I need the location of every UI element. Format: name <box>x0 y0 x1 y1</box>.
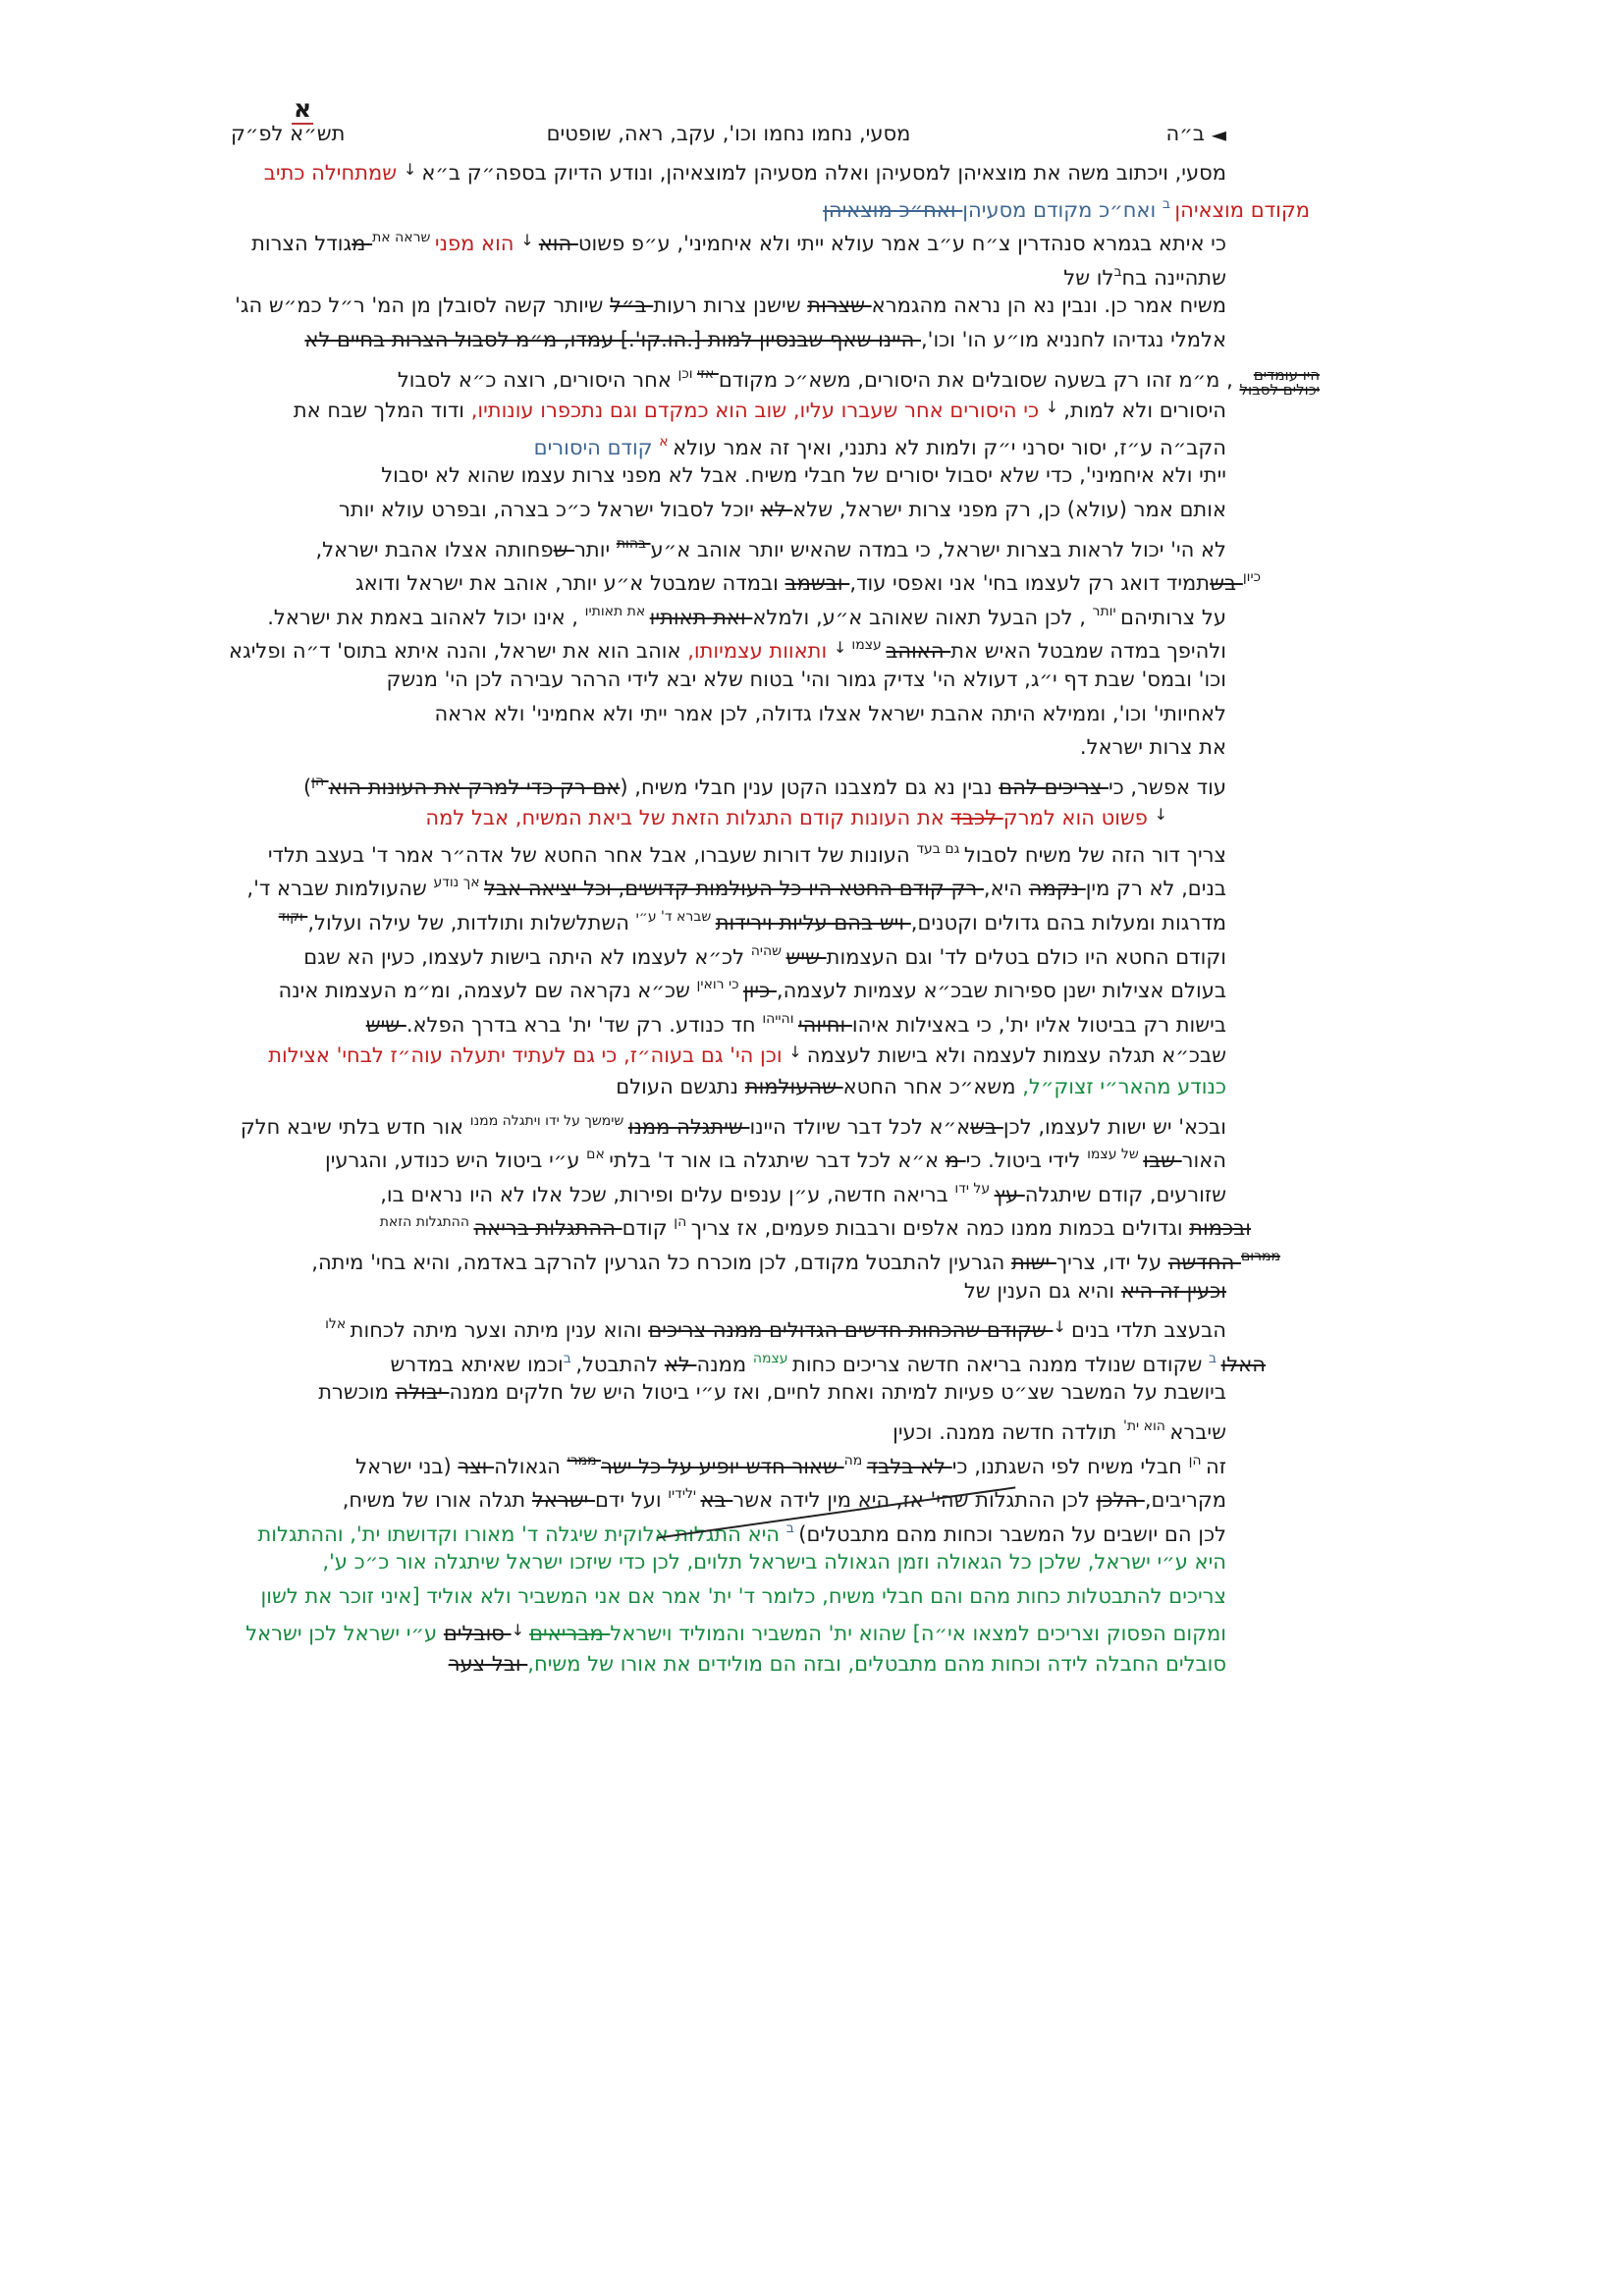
text-segment: ב <box>785 1520 799 1536</box>
text-segment: הבעצב תלדי בנים <box>1070 1318 1226 1343</box>
text-segment: הקב״ה ע״ז, יסור יסרני י״ק ולמות לא נתנני, ואיך זה אמר עולא <box>673 435 1226 459</box>
text-segment: ובשמב <box>784 571 850 596</box>
text-segment: ביושבת על המשבר שצ״ט פעיות למיתה ואחת לחיים, ואז ע״י ביטול היש של חלקים ממנה <box>449 1380 1226 1405</box>
text-segment: ובכא' יש ישות לעצמו, לכן <box>1002 1114 1226 1139</box>
document-lines <box>229 153 1320 1682</box>
text-segment: אחר היסורים, רוצה כ״א לסבול <box>397 367 678 392</box>
document-title: מסעי, נחמו נחמו וכו', עקב, ראה, שופטים <box>546 122 911 145</box>
text-line <box>231 1614 1226 1648</box>
text-segment: מבריאים <box>529 1621 611 1645</box>
text-segment: להתבטל, <box>575 1352 665 1376</box>
text-segment: אם רק כדי למרק את העונות הוא <box>328 774 621 799</box>
text-segment: צריך דור הזה של משיח לסבול <box>963 842 1226 867</box>
text-line <box>231 595 1226 629</box>
text-line <box>231 1579 1226 1614</box>
insert-arrow-icon: ↓ <box>511 1620 530 1639</box>
text-segment: ואת <box>713 605 753 629</box>
text-segment: הן <box>311 773 329 789</box>
text-segment: ויש בהם עליות וירידות <box>715 911 911 935</box>
text-segment: מסעי, ויכתוב משה את מוצאיהן למסעיהן ואלה מסעיהן למוצאיהן, ונודע הדיוק בספה״ק ב״א <box>421 161 1226 185</box>
text-segment: ובל צער <box>448 1652 528 1677</box>
text-segment: ע״י ישראל לכן ישראל <box>245 1621 444 1645</box>
text-segment: וצר <box>458 1454 495 1478</box>
text-line <box>231 1002 1226 1037</box>
text-segment: ודוד המלך שבח את <box>293 399 471 423</box>
marginal-strike-text: היו עומדים <box>1253 365 1320 384</box>
text-segment: כיון <box>1242 569 1261 586</box>
text-segment: שמתחילה כתיב <box>263 161 404 185</box>
text-segment: שיותר קשה לסובלן מן המ' ר״ל כמ״ש הג' <box>235 294 611 318</box>
triangle-marker-icon: ◄ <box>1211 123 1226 146</box>
text-segment: יבולה <box>395 1380 450 1405</box>
text-segment: ממנה <box>696 1352 753 1376</box>
text-segment: וכמו שאיתא במדרש <box>390 1352 564 1376</box>
text-segment: משא״כ אחר החטא <box>842 1075 1023 1099</box>
text-segment: ואח״כ מוצאיהן <box>823 197 963 222</box>
text-line <box>231 663 1226 697</box>
text-line <box>231 1070 1226 1104</box>
text-line <box>231 1172 1226 1206</box>
insert-arrow-icon: ↓ <box>520 231 539 250</box>
text-segment: לכבד <box>950 806 1003 830</box>
text-line <box>231 697 1226 731</box>
text-segment: אם <box>586 1147 610 1163</box>
text-segment: ההתגלות הזאת <box>379 1214 474 1231</box>
text-segment: ישראל <box>531 1488 595 1513</box>
text-line <box>231 866 1226 900</box>
text-segment: והייהו <box>762 1010 798 1027</box>
text-line <box>231 1342 1266 1376</box>
text-segment: היסורים ולא למות, <box>1063 399 1226 423</box>
text-segment: סובלים החבלה לידה וכחות מהם מתבטלים, ובזה הם מולידים את אורו של משיח, <box>527 1652 1226 1677</box>
insert-arrow-icon: ↓ <box>1154 805 1167 825</box>
text-segment: וכו' ובמס' שבת דף י״ג, דעולא הי' צדיק גמור והי' בטוח שלא יבא לידי הרהר עבירה לכן הי' מנשק <box>386 667 1226 691</box>
text-segment: א <box>659 433 674 450</box>
text-segment: השתלשלות ותולדות, של עילה ועלול, <box>307 911 636 935</box>
text-line <box>231 968 1226 1002</box>
text-segment: היא התגלות אלוקית שיגלה ד' מאורו וקדושתו ית', וההתגלות <box>257 1522 786 1546</box>
text-segment: ואח״כ מקודם מסעיהן <box>962 197 1163 222</box>
text-line <box>231 628 1226 663</box>
text-segment: שישנן צרות רעות <box>653 294 808 318</box>
text-segment: את תאותיו <box>584 603 650 619</box>
text-segment: , לכן הבעל תאוה שאוהב א״ע, ולמלא <box>752 605 1093 629</box>
text-line <box>231 289 1226 323</box>
text-segment: לא הי' יכול לראות בצרות ישראל, כי במדה שהאיש יותר אוהב א״ע <box>650 537 1226 561</box>
text-segment: צריכים להתבטלות כחות מהם והם חבלי משיח, כלומר ד' ית' אמר אם אני המשביר ולא אוליד [איני זוכר את לשון <box>260 1583 1226 1608</box>
text-segment: את צרות ישראל. <box>1079 735 1226 760</box>
text-segment: ותאוות עצמיותו, <box>687 639 834 664</box>
text-segment: תאותיו <box>649 605 714 629</box>
text-segment: על ידו <box>954 1180 995 1197</box>
text-segment: בא <box>700 1488 733 1513</box>
text-segment: ב <box>563 1350 576 1366</box>
text-line <box>231 187 1310 222</box>
text-segment: האלו <box>1220 1352 1266 1376</box>
text-segment: מ <box>945 1148 966 1173</box>
text-segment: שיתגלה ממנו <box>627 1114 750 1139</box>
text-segment: ב <box>1162 195 1175 212</box>
text-segment: וחיוהי <box>797 1012 852 1037</box>
insert-arrow-icon: ↓ <box>833 638 852 658</box>
text-segment: וכן הי' גם בעוה״ז, כי גם לעתיד יתעלה עוה״ז לבחי' אצילות <box>268 1043 789 1068</box>
text-segment: החדשה <box>1167 1251 1241 1274</box>
text-line <box>231 153 1226 187</box>
text-segment: לו של <box>1063 265 1114 290</box>
text-segment: הוא <box>538 232 578 256</box>
text-segment: ב <box>1209 1350 1221 1366</box>
text-segment: ע״י ביטול היש כנודע, והגרעין <box>324 1148 587 1173</box>
text-segment: וקוד <box>278 909 308 926</box>
text-segment: וכעין זה היא <box>1120 1278 1226 1303</box>
text-segment: בישות רק בביטול אליו ית', כי באצילות איהו <box>851 1012 1226 1037</box>
text-line <box>231 255 1226 290</box>
text-segment: שבו <box>1143 1148 1182 1173</box>
text-segment: ממרי <box>567 1452 602 1468</box>
text-segment: פשוט הוא למרק <box>1002 806 1155 830</box>
text-segment: פחותה אצלו אהבת ישראל, <box>315 537 554 561</box>
text-segment: שהעולמות <box>744 1075 843 1099</box>
text-segment: גודל הצרות <box>251 232 352 256</box>
text-segment: היינו שאף שבנסיון למות [.הו.קו'.] עמדו, מ״מ לסבול הצרות בחיים לא <box>304 327 921 351</box>
text-line <box>231 458 1226 493</box>
text-segment: לא <box>664 1352 697 1376</box>
text-segment: בריאה חדשה, ע״ן ענפים עלים ופירות, שכל אלו לא היו נראים בו, <box>380 1182 955 1206</box>
text-segment: שאור חדש יופיע על כל ישר <box>601 1454 844 1478</box>
text-line <box>231 1138 1226 1172</box>
text-segment: האוהב <box>886 639 951 664</box>
text-line <box>231 900 1226 934</box>
text-segment: הוא ית' <box>1122 1417 1170 1434</box>
text-segment: לא <box>760 497 793 521</box>
text-segment: ש <box>553 537 575 561</box>
text-line <box>231 1205 1251 1240</box>
text-line <box>231 1545 1226 1579</box>
text-segment: של עצמו <box>1087 1147 1144 1163</box>
text-segment: כי היסורים אחר שעברו עליו, שוב הוא כמקדם וגם נתכפרו עונותיו, <box>470 399 1046 423</box>
text-segment: מוכשרת <box>318 1380 396 1405</box>
insert-arrow-icon: ↓ <box>1045 398 1064 417</box>
text-segment: בעולם אצילות ישנן ספירות שבכ״א עצמיות לעצמה, <box>776 979 1226 1003</box>
text-line <box>231 1410 1226 1444</box>
text-segment: בש <box>970 1114 1003 1139</box>
text-segment: אור חדש בלתי שיבא חלק <box>240 1114 470 1139</box>
text-segment: ממרום <box>1240 1249 1280 1264</box>
text-segment: יוכל לסבול ישראל כ״כ בצרה, ובפרט עולא יותר <box>338 497 761 521</box>
text-segment: וגדולים בכמות ממנו כמה אלפים ורבבות פעמים, אז צריך <box>690 1216 1190 1241</box>
text-segment: זה <box>1206 1454 1226 1478</box>
text-segment: שימשך על ידו ויתגלה ממנו <box>469 1112 628 1129</box>
text-segment: קודם היסורים <box>533 435 660 459</box>
text-segment: על ידו, צריך <box>1055 1251 1168 1274</box>
text-segment: עוד אפשר, כי <box>1108 774 1226 799</box>
year-label: תש״א לפ״ק <box>231 122 346 145</box>
insert-arrow-icon: ↓ <box>788 1042 807 1062</box>
text-segment: חבלי משיח לפי השגתנו, כי <box>951 1454 1189 1478</box>
text-segment: שכ״א נקראה שם לעצמה, ומ״מ העצמות אינה <box>278 979 697 1003</box>
text-segment: שבכ״א תגלה עצמות לעצמה ולא בישות לעצמה <box>806 1043 1226 1068</box>
text-line <box>231 1477 1226 1512</box>
text-segment: תמיד דואג רק לעצמו בחי' אני ואפסי עוד, <box>849 571 1211 596</box>
text-segment: חד כנודע. רק שד' ית' ברא בדרך הפלא. <box>406 1012 763 1037</box>
text-line <box>231 391 1226 425</box>
text-segment: לאחיותי' וכו', וממילא היתה אהבת ישראל אצלו גדולה, לכן אמר ייתי ולא אחמיני' ולא אראה <box>434 701 1226 725</box>
text-segment: יותר <box>1092 603 1121 619</box>
text-segment: הן <box>674 1214 691 1231</box>
text-line <box>231 1036 1226 1070</box>
text-line <box>231 1375 1226 1410</box>
text-segment: שצרות <box>807 294 872 318</box>
text-segment: על צרותיהם <box>1120 605 1226 629</box>
text-segment: הגאולה <box>494 1454 568 1478</box>
text-segment: האור <box>1181 1148 1226 1173</box>
text-line <box>231 221 1226 255</box>
text-segment: עצמה <box>752 1350 793 1366</box>
text-segment: ההתגלות בריאה <box>473 1216 622 1241</box>
text-segment: וקודם החטא היו כולם בטלים לד' וגם העצמות <box>826 944 1226 969</box>
text-segment: שברא ד' ע״י <box>635 909 716 926</box>
text-segment: אותם אמר (עולא) כן, רק מפני צרות ישראל, שלא <box>792 497 1226 521</box>
text-segment: היא, <box>983 877 1029 901</box>
text-line <box>231 527 1226 561</box>
text-segment: והוא ענין מיתה וצער מיתה לכחות <box>350 1318 649 1343</box>
text-segment: ולהיפך במדה שמבטל האיש את <box>950 639 1226 664</box>
text-line <box>231 425 1226 459</box>
text-segment: שיש <box>365 1012 406 1037</box>
text-segment: א״א לכל דבר שיולד היינו <box>749 1114 971 1139</box>
text-segment: שקודם שהכחות חדשים הגדולים ממנה צריכים <box>648 1318 1054 1343</box>
text-segment: שתהיינה בח <box>1121 265 1226 290</box>
text-segment: אוהב הוא את ישראל, והנה איתא בתוס' ד״ה ופליגא <box>229 639 688 664</box>
text-segment: שיברא <box>1169 1419 1226 1444</box>
text-line <box>231 357 1320 399</box>
text-segment: לכן ההתגלות שהי' אז, היא מין לידה אשר <box>732 1488 1097 1513</box>
text-segment: א״א לכל דבר שיתגלה בו אור ד' בלתי <box>609 1148 946 1173</box>
text-line <box>231 798 1167 832</box>
text-segment: כי רואין <box>696 977 743 993</box>
text-segment: אלו <box>325 1316 351 1333</box>
text-segment: היא ע״י ישראל, שלכן כל הגאולה וזמן הגאולה בישראל תלוים, לכן כדי שיזכו ישראל שיתגלה אור כ״כ ע', <box>322 1550 1226 1575</box>
text-segment: עץ <box>994 1182 1025 1206</box>
text-segment: אלמלי נגדיהו לחנניא מו״ע הו' וכו', <box>921 327 1226 351</box>
text-segment: (בני ישראל <box>355 1454 459 1478</box>
text-segment: שקודם שנולד ממנה בריאה חדשה צריכים כחות <box>792 1352 1210 1376</box>
document-header <box>231 116 1226 151</box>
text-segment: העונות של דורות שעברו, אבל אחר החטא של אדה״ר אמר ד' בעצב תלדי <box>267 842 917 867</box>
text-segment: ב <box>1113 263 1122 280</box>
text-segment: נקמה <box>1028 877 1086 901</box>
text-segment: רק קודם החטא היו כל העולמות קדושים, וכל יציאה אבל <box>484 877 984 901</box>
text-segment: בנים, לא רק מין <box>1085 877 1226 901</box>
text-segment: אזי <box>697 365 719 382</box>
text-line <box>231 730 1226 765</box>
text-segment: לידי ביטול. כי <box>965 1148 1088 1173</box>
text-segment: צריכים להם <box>999 774 1109 799</box>
text-segment: שהעולמות שברא ד', <box>246 877 434 901</box>
text-line <box>231 1274 1226 1308</box>
text-segment: בהות <box>616 535 651 552</box>
text-segment: שיש <box>785 944 827 969</box>
text-segment: סובלים <box>443 1621 512 1645</box>
text-segment: ועל ידם <box>594 1488 669 1513</box>
text-segment: קודם <box>622 1216 675 1241</box>
insert-arrow-icon: ↓ <box>403 160 422 179</box>
text-segment: מה <box>843 1452 867 1468</box>
text-segment: תגלה אורו של משיח, <box>342 1488 532 1513</box>
text-segment: נבין נא גם למצבנו הקטן ענין חבלי משיח, ( <box>620 774 1000 799</box>
text-segment: ייתי ולא איחמיני', כדי שלא יסבול יסורים של חבלי משיח. אבל לא מפני צרות עצמו שהוא לא יסבול <box>381 463 1226 488</box>
text-segment: מדרגות ומעלות בהם גדולים וקטנים, <box>910 911 1226 935</box>
text-segment: שראה את <box>372 230 435 246</box>
text-segment: , מ״מ זהו רק בשעה שסובלים את היסורים, משא״כ מקודם <box>718 367 1240 392</box>
insert-arrow-icon: ↓ <box>1053 1317 1071 1337</box>
text-segment: את העונות קודם התגלות הזאת של ביאת המשיח, אבל למה <box>425 806 951 830</box>
text-segment: ) <box>302 774 312 799</box>
text-segment: הגרעין להתבטל מקודם, לכן מוכרח כל הגרעין להרקב באדמה, והיא בחי' מיתה, <box>311 1251 1012 1274</box>
bsd-text: ב״ה <box>1165 122 1205 145</box>
text-segment: הוא מפני <box>434 232 521 256</box>
text-line <box>231 1240 1280 1274</box>
page-letter: א <box>294 94 312 123</box>
marginal-stack <box>1239 365 1320 399</box>
text-segment: שזורעים, קודם שיתגלה <box>1024 1182 1226 1206</box>
text-segment: ב״ל <box>610 294 654 318</box>
text-segment: גם בעד <box>916 840 964 857</box>
document <box>229 94 1320 1682</box>
text-segment: מקודם מוצאיהן <box>1174 197 1310 222</box>
text-segment: עצמו <box>851 637 887 654</box>
text-line <box>231 1444 1226 1478</box>
text-line <box>231 561 1261 595</box>
text-line <box>231 1308 1226 1342</box>
text-segment: בש <box>1210 571 1243 596</box>
text-segment: וכן <box>677 365 698 382</box>
text-segment: לכן הם יושבים על המשבר וכחות מהם מתבטלים) <box>798 1522 1226 1546</box>
text-segment: מקריבים, <box>1144 1488 1226 1513</box>
text-segment: נתגשם העולם <box>616 1075 745 1099</box>
text-segment: משיח אמר כן. ונבין נא הן נראה מהגמרא <box>871 294 1226 318</box>
text-segment: כי איתא בגמרא סנהדרין צ״ח ע״ב אמר עולא ייתי ולא איחמיני', ע״פ פשוט <box>577 232 1226 256</box>
text-segment: לכ״א לעצמו לא היתה בישות לעצמו, כעין הא שגם <box>303 944 751 969</box>
text-segment: , אינו יכול לאהוב באמת את ישראל. <box>267 605 585 629</box>
text-segment: שהיה <box>750 942 786 959</box>
text-segment: ובמדה שמבטל א״ע יותר, אוהב את ישראל ודואג <box>355 571 785 596</box>
text-segment: אך נודע <box>433 875 485 891</box>
text-segment: לא בלבד <box>866 1454 952 1478</box>
text-segment: הן <box>1188 1452 1206 1468</box>
text-line <box>231 323 1226 357</box>
text-segment: כיון <box>742 979 777 1003</box>
text-line <box>231 832 1226 867</box>
text-segment: מ <box>352 232 373 256</box>
text-segment: והיא גם הענין של <box>963 1278 1121 1303</box>
text-segment: תולדה חדשה ממנה. וכעין <box>893 1419 1123 1444</box>
text-segment: יותר <box>574 537 617 561</box>
text-segment: ובכמות <box>1189 1216 1251 1241</box>
text-segment: כנודע מהאר״י זצוק״ל, <box>1022 1075 1226 1099</box>
text-line <box>231 493 1226 527</box>
text-segment: ישות <box>1011 1251 1056 1274</box>
text-line <box>231 765 1226 799</box>
text-line <box>231 1647 1226 1682</box>
text-segment: הלכן <box>1096 1488 1145 1513</box>
text-segment: ילידיו <box>668 1486 701 1503</box>
text-line <box>231 1104 1226 1139</box>
marginal-strike-text: יכולים לסבול <box>1239 380 1320 399</box>
text-line <box>231 934 1226 969</box>
text-segment: ומקום הפסוק וצריכים למצאו אי״ה] שהוא ית' המשביר והמוליד וישראל <box>610 1621 1226 1645</box>
